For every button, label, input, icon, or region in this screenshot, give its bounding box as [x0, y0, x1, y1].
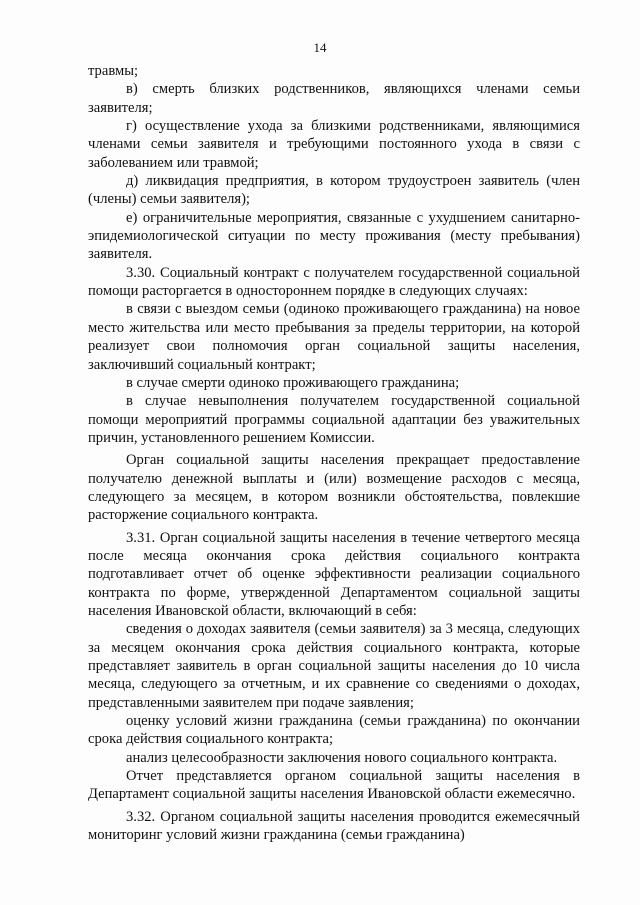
clause-3-32: 3.32. Органом социальной защиты населения проводится ежемесячный мониторинг условий жизни гражданина (семьи гражданина): [88, 808, 580, 844]
list-item-g: г) осуществление ухода за близкими родственниками, являющимися членами семьи заявителя и требующими постоянного ухода в связи с заболеванием или травмой;: [88, 118, 580, 171]
list-item-d: д) ликвидация предприятия, в котором трудоустроен заявитель (член (члены) семьи заявителя);: [88, 173, 580, 208]
clause-3-30-case-1: в связи с выездом семьи (одиноко проживающего гражданина) на новое место жительства или место пребывания за пределы территории, на которой реализует свои полномочия орган социальной защиты населения, заключивший социальный контракт;: [88, 301, 580, 373]
clause-3-30-case-3: в случае невыполнения получателем государственной социальной помощи мероприятий программы социальной адаптации без уважительных причин, установленного решением Комиссии.: [88, 393, 580, 446]
clause-3-31-item-3: анализ целесообразности заключения нового социального контракта.: [126, 749, 558, 766]
clause-3-31-item-1: сведения о доходах заявителя (семьи заявителя) за 3 месяца, следующих за месяцем окончания срока действия социального контракта, которые представляет заявитель в орган социальной защиты населения до 10 числа месяца, следующего за отчетным, и их сравнение со сведениями о доходах, представленными заявителем при подаче заявления;: [88, 621, 580, 711]
clause-3-30: 3.30. Социальный контракт с получателем государственной социальной помощи расторгается в одностороннем порядке в следующих случаях:: [88, 264, 580, 300]
clause-3-31: 3.31. Орган социальной защиты населения в течение четвертого месяца после месяца окончания срока действия социального контракта подготавливает отчет об оценке эффективности реализации социального контракта по форме, утвержденной Департаментом социальной защиты населения Ивановской области, включающий в себя:: [88, 529, 580, 619]
paragraph-continuation: травмы;: [88, 63, 139, 79]
list-item-v: в) смерть близких родственников, являющихся членами семьи заявителя;: [88, 81, 580, 116]
clause-3-30-termination: Орган социальной защиты населения прекращает предоставление получателю денежной выплаты и (или) возмещение расходов с месяца, следующего за месяцем, в котором возникли обстоятельства, повлекшие расторжение социального контракта.: [88, 452, 580, 524]
clause-3-31-item-2: оценку условий жизни гражданина (семьи гражданина) по окончании срока действия социального контракта;: [88, 713, 580, 748]
clause-3-30-case-2: в случае смерти одиноко проживающего гражданина;: [126, 374, 460, 391]
page-number: 14: [313, 40, 327, 55]
document-body: [88, 62, 580, 844]
clause-3-31-report: Отчет представляется органом социальной защиты населения в Департамент социальной защиты населения Ивановской области ежемесячно.: [88, 768, 580, 803]
list-item-e: е) ограничительные мероприятия, связанные с ухудшением санитарно-эпидемиологической ситуации по месту проживания (месту пребывания) заявителя.: [88, 209, 580, 263]
